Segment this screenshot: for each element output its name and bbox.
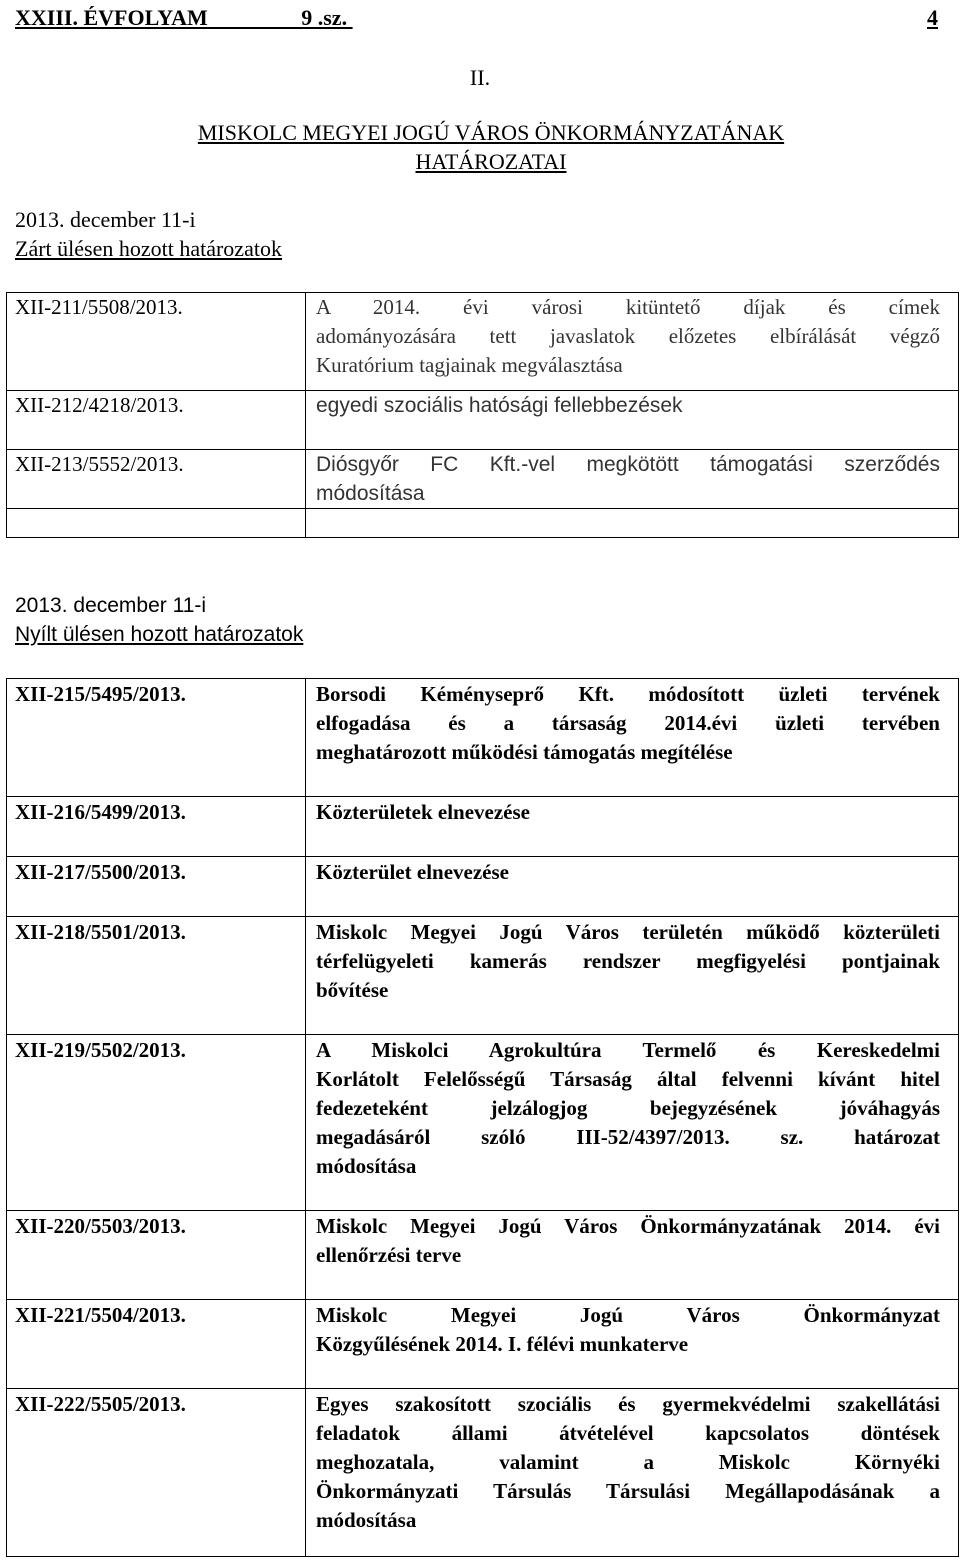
subject-line: Közterületek elnevezése	[316, 800, 530, 824]
table-row	[7, 1035, 959, 1211]
closed-session-title: Zárt ülésen hozott határozatok	[15, 236, 282, 261]
table-row	[7, 450, 959, 509]
resolution-subject	[306, 1389, 959, 1557]
subject-line: fedezeteként jelzálogjog bejegyzésének jóváhagyás	[316, 1096, 940, 1120]
subject-line: Miskolc Megyei Jogú Város Önkormányzat	[316, 1303, 940, 1327]
resolution-subject	[306, 797, 959, 857]
open-session-title: Nyílt ülésen hozott határozatok	[15, 623, 304, 646]
resolution-code: XII-211/5508/2013.	[7, 293, 306, 391]
resolution-code: XII-216/5499/2013.	[7, 797, 306, 857]
table-row	[7, 1389, 959, 1557]
subject-line: A 2014. évi városi kitüntető díjak és címek	[316, 295, 940, 319]
subject-line: Miskolc Megyei Jogú Város Önkormányzatának 2014. évi	[316, 1214, 940, 1238]
subject-line: meghatározott működési támogatás megítélése	[316, 740, 733, 764]
subject-line: adományozására tett javaslatok előzetes elbírálását végző	[316, 324, 940, 348]
subject-line: ellenőrzési terve	[316, 1243, 462, 1267]
closed-session-table	[6, 292, 959, 538]
open-session-heading	[15, 591, 303, 649]
subject-line: Korlátolt Felelősségű Társaság által felvenni kívánt hitel	[316, 1067, 940, 1091]
table-row-empty	[7, 509, 959, 538]
subject-line: egyedi szociális hatósági fellebbezések	[316, 394, 683, 417]
subject-line: módosítása	[316, 1154, 417, 1178]
table-row	[7, 679, 959, 797]
subject-line: Közgyűlésének 2014. I. félévi munkaterve	[316, 1332, 689, 1356]
table-row	[7, 797, 959, 857]
subject-line: Kuratórium tagjainak megválasztása	[316, 353, 623, 377]
empty-cell	[306, 509, 959, 538]
resolution-code: XII-220/5503/2013.	[7, 1211, 306, 1300]
resolution-code: XII-222/5505/2013.	[7, 1389, 306, 1557]
subject-line: feladatok állami átvételével kapcsolatos döntések	[316, 1421, 940, 1445]
empty-cell	[7, 509, 306, 538]
table-row	[7, 391, 959, 450]
resolution-code: XII-221/5504/2013.	[7, 1300, 306, 1389]
resolution-subject	[306, 917, 959, 1035]
table-row	[7, 917, 959, 1035]
table-row	[7, 293, 959, 391]
closed-session-heading	[15, 205, 282, 263]
page-header	[15, 4, 938, 34]
subject-line: Egyes szakosított szociális és gyermekvédelmi szakellátási	[316, 1392, 940, 1416]
resolution-subject	[306, 1211, 959, 1300]
resolution-subject	[306, 679, 959, 797]
closed-session-date: 2013. december 11-i	[15, 207, 196, 232]
subject-line: módosítása	[316, 482, 425, 505]
resolution-subject	[306, 857, 959, 917]
subject-line: módosítása	[316, 1508, 417, 1532]
document-title	[0, 118, 960, 176]
open-session-table	[6, 678, 959, 1557]
resolution-subject	[306, 293, 959, 391]
subject-line: Miskolc Megyei Jogú Város területén működő közterületi	[316, 920, 940, 944]
open-session-date: 2013. december 11-i	[15, 594, 207, 617]
title-line-1: MISKOLC MEGYEI JOGÚ VÁROS ÖNKORMÁNYZATÁNAK	[197, 120, 785, 145]
subject-line: A Miskolci Agrokultúra Termelő és Kereskedelmi	[316, 1038, 940, 1062]
subject-line: bővítése	[316, 978, 389, 1002]
resolution-code: XII-215/5495/2013.	[7, 679, 306, 797]
title-line-2: HATÁROZATAI	[415, 149, 567, 174]
section-number: II.	[469, 65, 491, 90]
resolution-subject	[306, 450, 959, 509]
subject-line: elfogadása és a társaság 2014.évi üzleti tervében	[316, 711, 940, 735]
table-row	[7, 1300, 959, 1389]
table-row	[7, 1211, 959, 1300]
resolution-subject	[306, 1300, 959, 1389]
subject-line: meghozatala, valamint a Miskolc Környéki	[316, 1450, 940, 1474]
table-row	[7, 857, 959, 917]
subject-line: megadásáról szóló III-52/4397/2013. sz. határozat	[316, 1125, 940, 1149]
resolution-subject	[306, 391, 959, 450]
resolution-code: XII-217/5500/2013.	[7, 857, 306, 917]
page-number: 4	[927, 5, 938, 30]
subject-line: Közterület elnevezése	[316, 860, 509, 884]
subject-line: Borsodi Kéményseprő Kft. módosított üzleti tervének	[316, 682, 940, 706]
resolution-code: XII-213/5552/2013.	[7, 450, 306, 509]
resolution-code: XII-212/4218/2013.	[7, 391, 306, 450]
resolution-code: XII-219/5502/2013.	[7, 1035, 306, 1211]
volume-issue: XXIII. ÉVFOLYAM 9 .sz.	[15, 5, 353, 30]
resolution-subject	[306, 1035, 959, 1211]
subject-line: térfelügyeleti kamerás rendszer megfigyelési pontjainak	[316, 949, 940, 973]
resolution-code: XII-218/5501/2013.	[7, 917, 306, 1035]
subject-line: Önkormányzati Társulás Társulási Megállapodásának a	[316, 1479, 940, 1503]
subject-line: Diósgyőr FC Kft.-vel megkötött támogatási szerződés	[316, 453, 940, 476]
